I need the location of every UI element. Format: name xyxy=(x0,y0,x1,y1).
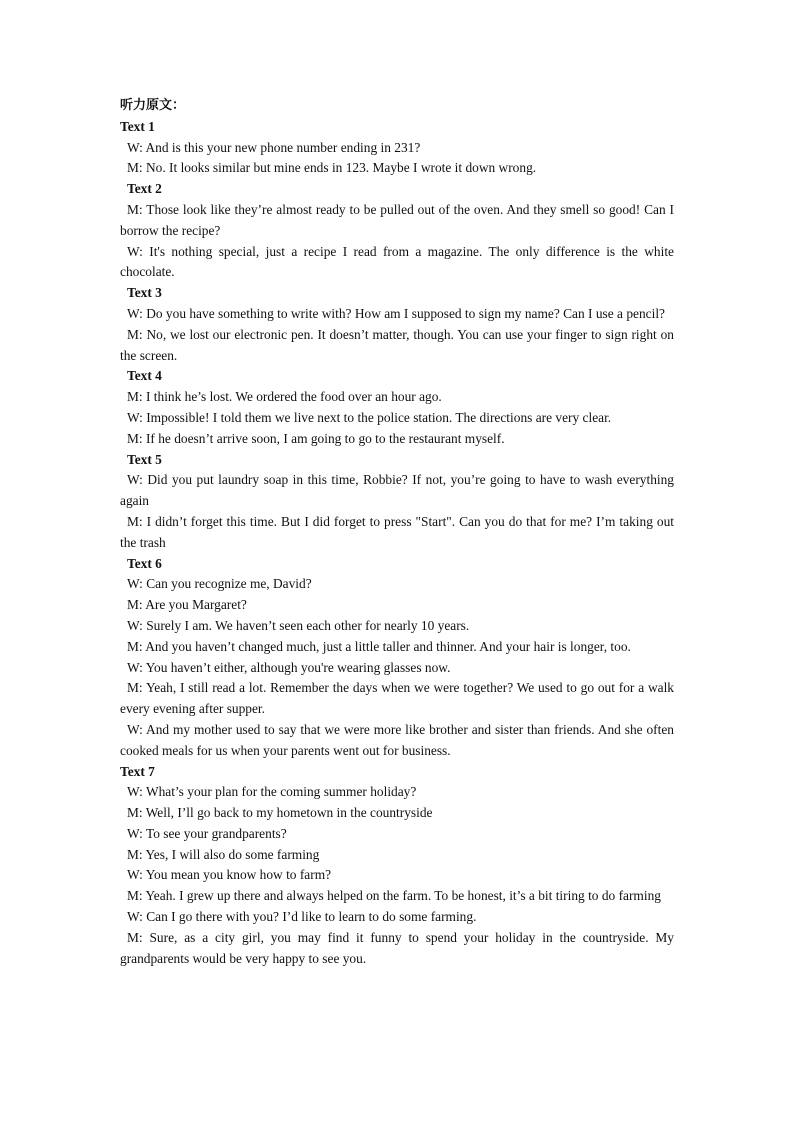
section-title: Text 4 xyxy=(127,368,162,384)
text-section-4 xyxy=(120,366,674,449)
dialogue-line: W: It's nothing special, just a recipe I read from a magazine. The only difference is the white chocolate. xyxy=(120,243,674,280)
dialogue-line: M: Yeah. I grew up there and always helped on the farm. To be honest, it’s a bit tiring to do farming xyxy=(127,888,661,904)
text-section-6 xyxy=(120,554,674,762)
dialogue-line: W: And is this your new phone number ending in 231? xyxy=(127,139,421,155)
dialogue-line: W: And my mother used to say that we were more like brother and sister than friends. And she often cooked meals for us when your parents went out for business. xyxy=(120,721,674,758)
dialogue-line: W: Impossible! I told them we live next to the police station. The directions are very clear. xyxy=(127,409,612,425)
dialogue-line: W: You mean you know how to farm? xyxy=(127,867,332,883)
dialogue-line: M: Well, I’ll go back to my hometown in the countryside xyxy=(127,805,433,821)
text-section-7 xyxy=(120,762,674,970)
dialogue-line: W: Can you recognize me, David? xyxy=(127,576,312,592)
dialogue-line: W: Did you put laundry soap in this time, Robbie? If not, you’re going to have to wash everything again xyxy=(120,472,674,509)
dialogue-line: M: Sure, as a city girl, you may find it funny to spend your holiday in the countryside. My grandparents would be very happy to see you. xyxy=(120,929,674,966)
section-title: Text 3 xyxy=(127,285,162,301)
section-title: Text 5 xyxy=(127,451,162,467)
dialogue-line: M: No. It looks similar but mine ends in 123. Maybe I wrote it down wrong. xyxy=(127,160,537,176)
dialogue-line: W: Do you have something to write with? How am I supposed to sign my name? Can I use a pencil? xyxy=(127,305,665,321)
dialogue-line: M: Yes, I will also do some farming xyxy=(127,846,320,862)
section-title: Text 7 xyxy=(120,763,155,779)
document-heading: 听力原文： xyxy=(120,98,186,113)
dialogue-line: M: And you haven’t changed much, just a little taller and thinner. And your hair is longer, too. xyxy=(127,638,631,654)
text-section-1 xyxy=(120,117,674,179)
section-title: Text 1 xyxy=(120,118,155,134)
dialogue-line: W: Can I go there with you? I’d like to learn to do some farming. xyxy=(127,909,477,925)
dialogue-line: W: Surely I am. We haven’t seen each other for nearly 10 years. xyxy=(127,617,470,633)
dialogue-line: W: To see your grandparents? xyxy=(127,825,287,841)
transcript-page xyxy=(120,96,674,969)
dialogue-line: M: Are you Margaret? xyxy=(127,597,247,613)
dialogue-line: M: Yeah, I still read a lot. Remember the days when we were together? We used to go out for a walk every evening after supper. xyxy=(120,680,674,717)
dialogue-line: M: I didn’t forget this time. But I did forget to press "Start". Can you do that for me? I’m taking out the trash xyxy=(120,513,674,550)
text-section-2 xyxy=(120,179,674,283)
dialogue-line: W: What’s your plan for the coming summer holiday? xyxy=(127,784,417,800)
section-title: Text 2 xyxy=(127,181,162,197)
text-section-5 xyxy=(120,450,674,554)
dialogue-line: M: No, we lost our electronic pen. It doesn’t matter, though. You can use your finger to sign right on the screen. xyxy=(120,326,674,363)
dialogue-line: W: You haven’t either, although you're wearing glasses now. xyxy=(127,659,451,675)
dialogue-line: M: Those look like they’re almost ready to be pulled out of the oven. And they smell so good! Can I borrow the recipe? xyxy=(120,201,674,238)
dialogue-line: M: If he doesn’t arrive soon, I am going to go to the restaurant myself. xyxy=(127,430,505,446)
section-title: Text 6 xyxy=(127,555,162,571)
dialogue-line: M: I think he’s lost. We ordered the food over an hour ago. xyxy=(127,389,442,405)
text-section-3 xyxy=(120,283,674,366)
